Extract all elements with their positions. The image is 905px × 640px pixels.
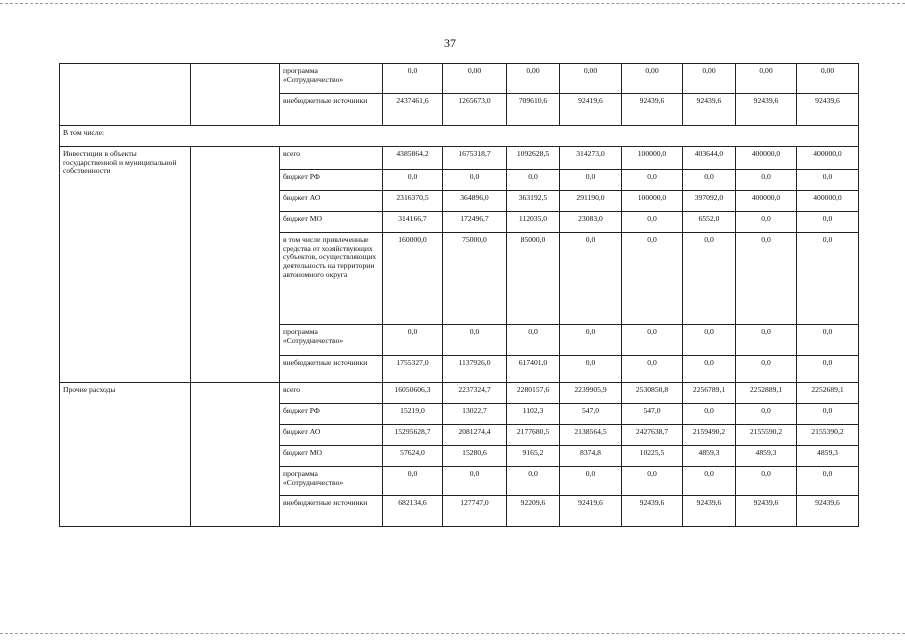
value-cell: 0,0 (560, 170, 622, 191)
value-cell: 0,0 (622, 212, 683, 233)
value-cell: 397092,0 (683, 191, 736, 212)
value-cell: 2155390,2 (797, 425, 859, 446)
value-cell: 400000,0 (736, 191, 797, 212)
value-cell: 709610,6 (507, 94, 560, 126)
value-cell: 57624,0 (383, 446, 443, 467)
value-cell: 8374,8 (560, 446, 622, 467)
budget-table (59, 63, 859, 527)
value-cell: 0,00 (507, 64, 560, 94)
row-label: программа «Сотрудничество» (280, 467, 383, 496)
value-cell: 1137926,0 (443, 356, 507, 383)
value-cell: 0,0 (622, 325, 683, 356)
value-cell: 0,0 (622, 170, 683, 191)
value-cell: 0,00 (622, 64, 683, 94)
value-cell: 92439,6 (683, 496, 736, 527)
value-cell: 4859,3 (736, 446, 797, 467)
subcategory-cell (191, 147, 280, 383)
value-cell: 92439,6 (736, 496, 797, 527)
value-cell: 0,0 (683, 467, 736, 496)
value-cell: 23083,0 (560, 212, 622, 233)
value-cell: 10225,5 (622, 446, 683, 467)
group-name: Прочие расходы (60, 383, 191, 527)
subcategory-cell (191, 64, 280, 126)
page-number: 37 (444, 36, 456, 50)
value-cell: 0,0 (622, 356, 683, 383)
value-cell: 92439,6 (683, 94, 736, 126)
value-cell: 2437461,6 (383, 94, 443, 126)
value-cell: 0,0 (383, 170, 443, 191)
table-row (60, 64, 859, 94)
value-cell: 2280157,6 (507, 383, 560, 404)
value-cell: 0,0 (560, 356, 622, 383)
value-cell: 2155590,2 (736, 425, 797, 446)
value-cell: 0,0 (683, 404, 736, 425)
value-cell: 0,0 (560, 325, 622, 356)
value-cell: 0,0 (683, 233, 736, 325)
value-cell: 0,0 (736, 212, 797, 233)
value-cell: 1675318,7 (443, 147, 507, 170)
value-cell: 2252889,1 (736, 383, 797, 404)
value-cell: 92439,6 (797, 94, 859, 126)
value-cell: 0,0 (443, 325, 507, 356)
value-cell: 0,0 (560, 233, 622, 325)
value-cell: 0,0 (443, 467, 507, 496)
value-cell: 9165,2 (507, 446, 560, 467)
value-cell: 0,0 (736, 170, 797, 191)
group-name: Инвестиции в объекты государственной и муниципальной собственности (60, 147, 191, 383)
value-cell: 92419,6 (560, 496, 622, 527)
value-cell: 92439,6 (736, 94, 797, 126)
row-label: всего (280, 383, 383, 404)
row-label: бюджет МО (280, 446, 383, 467)
row-label: программа «Сотрудничество» (280, 325, 383, 356)
value-cell: 400000,0 (797, 191, 859, 212)
value-cell: 0,0 (797, 170, 859, 191)
value-cell: 0,0 (383, 64, 443, 94)
value-cell: 0,0 (560, 467, 622, 496)
value-cell: 15219,0 (383, 404, 443, 425)
value-cell: 0,0 (622, 467, 683, 496)
category-cell (60, 64, 191, 126)
value-cell: 2316370,5 (383, 191, 443, 212)
value-cell: 100000,0 (622, 147, 683, 170)
value-cell: 314166,7 (383, 212, 443, 233)
value-cell: 0,0 (507, 325, 560, 356)
value-cell: 314273,0 (560, 147, 622, 170)
value-cell: 1265673,0 (443, 94, 507, 126)
value-cell: 0,0 (683, 356, 736, 383)
value-cell: 0,0 (622, 233, 683, 325)
table-row (60, 383, 859, 404)
value-cell: 0,00 (443, 64, 507, 94)
value-cell: 2237324,7 (443, 383, 507, 404)
value-cell: 0,00 (797, 64, 859, 94)
row-label: бюджет РФ (280, 170, 383, 191)
row-label: бюджет АО (280, 191, 383, 212)
value-cell: 0,0 (383, 467, 443, 496)
value-cell: 2081274,4 (443, 425, 507, 446)
value-cell: 0,0 (507, 170, 560, 191)
value-cell: 15280,6 (443, 446, 507, 467)
value-cell: 13022,7 (443, 404, 507, 425)
value-cell: 92439,6 (622, 94, 683, 126)
value-cell: 0,0 (443, 170, 507, 191)
value-cell: 127747,0 (443, 496, 507, 527)
value-cell: 112035,0 (507, 212, 560, 233)
row-label: бюджет РФ (280, 404, 383, 425)
value-cell: 0,0 (736, 356, 797, 383)
value-cell: 92419,6 (560, 94, 622, 126)
value-cell: 1755327,0 (383, 356, 443, 383)
value-cell: 0,0 (797, 233, 859, 325)
value-cell: 2138564,5 (560, 425, 622, 446)
value-cell: 4859,3 (683, 446, 736, 467)
value-cell: 92209,6 (507, 496, 560, 527)
value-cell: 2159490,2 (683, 425, 736, 446)
value-cell: 85000,0 (507, 233, 560, 325)
value-cell: 547,0 (622, 404, 683, 425)
value-cell: 0,0 (736, 467, 797, 496)
value-cell: 4859,3 (797, 446, 859, 467)
value-cell: 2177680,5 (507, 425, 560, 446)
value-cell: 400000,0 (736, 147, 797, 170)
row-label: бюджет МО (280, 212, 383, 233)
value-cell: 364896,0 (443, 191, 507, 212)
value-cell: 4385864,2 (383, 147, 443, 170)
row-label: внебюджетные источники (280, 496, 383, 527)
value-cell: 0,0 (797, 356, 859, 383)
subcategory-cell (191, 383, 280, 527)
row-label: программа «Сотрудничество» (280, 64, 383, 94)
value-cell: 100000,0 (622, 191, 683, 212)
section-row (60, 126, 859, 147)
value-cell: 0,0 (736, 325, 797, 356)
value-cell: 617401,0 (507, 356, 560, 383)
row-label: бюджет АО (280, 425, 383, 446)
row-label: всего (280, 147, 383, 170)
table-row (60, 147, 859, 170)
value-cell: 16050606,3 (383, 383, 443, 404)
value-cell: 2256789,1 (683, 383, 736, 404)
scan-top-edge (0, 3, 905, 4)
value-cell: 6552,0 (683, 212, 736, 233)
value-cell: 0,00 (560, 64, 622, 94)
value-cell: 2252689,1 (797, 383, 859, 404)
value-cell: 0,0 (797, 212, 859, 233)
value-cell: 0,0 (383, 325, 443, 356)
value-cell: 0,00 (736, 64, 797, 94)
value-cell: 0,0 (507, 467, 560, 496)
value-cell: 0,0 (797, 404, 859, 425)
value-cell: 547,0 (560, 404, 622, 425)
value-cell: 1092628,5 (507, 147, 560, 170)
value-cell: 160000,0 (383, 233, 443, 325)
value-cell: 0,00 (683, 64, 736, 94)
row-label: внебюджетные источники (280, 94, 383, 126)
section-heading: В том числе: (60, 126, 859, 147)
value-cell: 2427638,7 (622, 425, 683, 446)
value-cell: 400000,0 (797, 147, 859, 170)
value-cell: 0,0 (683, 170, 736, 191)
value-cell: 0,0 (736, 233, 797, 325)
value-cell: 0,0 (797, 467, 859, 496)
value-cell: 363192,5 (507, 191, 560, 212)
value-cell: 1102,3 (507, 404, 560, 425)
value-cell: 15295628,7 (383, 425, 443, 446)
scan-bottom-edge (0, 633, 905, 634)
value-cell: 0,0 (736, 404, 797, 425)
value-cell: 0,0 (683, 325, 736, 356)
row-label: внебюджетные источники (280, 356, 383, 383)
value-cell: 92439,6 (797, 496, 859, 527)
value-cell: 2239905,9 (560, 383, 622, 404)
value-cell: 682134,6 (383, 496, 443, 527)
value-cell: 172496,7 (443, 212, 507, 233)
value-cell: 75000,0 (443, 233, 507, 325)
value-cell: 0,0 (797, 325, 859, 356)
row-label: в том числе привлеченные средства от хозяйствующих субъектов, осуществляющих деятельность на территории автономного округа (280, 233, 383, 325)
value-cell: 92439,6 (622, 496, 683, 527)
value-cell: 403644,0 (683, 147, 736, 170)
value-cell: 291190,0 (560, 191, 622, 212)
value-cell: 2530850,8 (622, 383, 683, 404)
